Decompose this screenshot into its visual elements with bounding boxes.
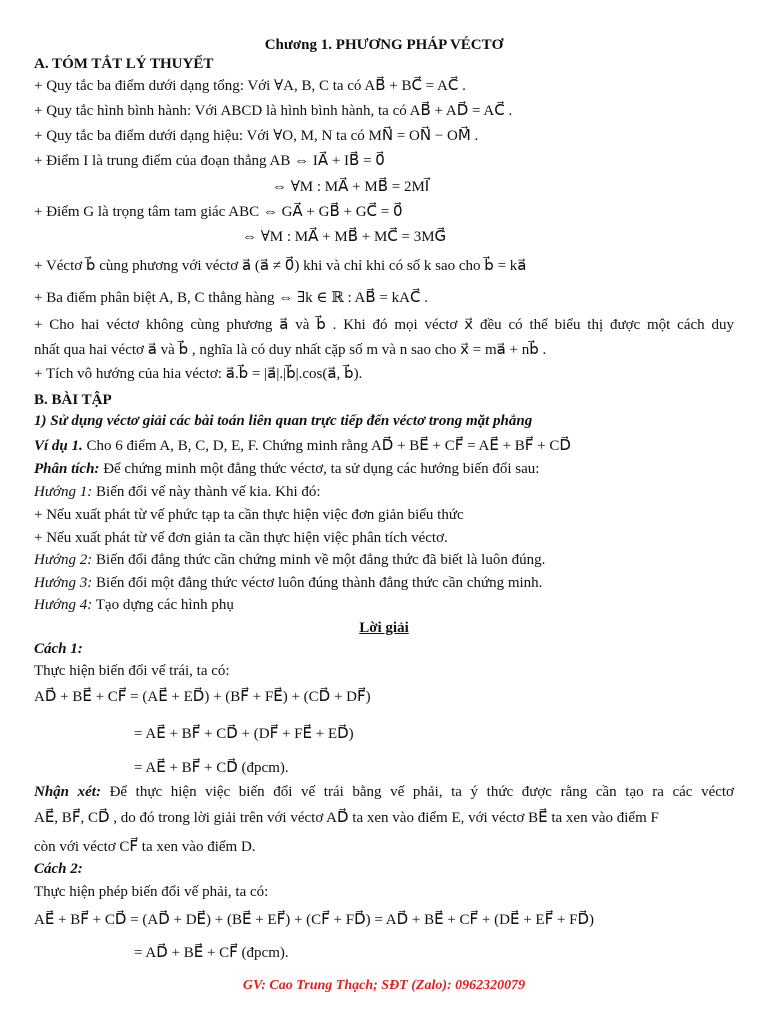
theory-line-3: + Quy tắc ba điểm dưới dạng hiệu: Với ∀O, M, N ta có MN⃗ = ON⃗ − OM⃗ . [34, 128, 479, 144]
remark-line-3: còn với véctơ CF⃗ ta xen vào điểm D. [34, 839, 256, 855]
method-1-step-2: = AE⃗ + BF⃗ + CD⃗ + (DF⃗ + FE⃗ + ED⃗) [134, 726, 354, 742]
direction-1a [34, 508, 464, 523]
direction-text: + Nếu xuất phát từ vế đơn giản ta cần thực hiện việc phân tích véctơ. [34, 530, 448, 546]
direction-label: Hướng 1: [34, 484, 93, 500]
remark-text: Để thực hiện việc biến đổi vế trái bằng vế phải, ta ý thức được rằng cần tạo ra các véctơ [100, 784, 734, 800]
direction-2 [34, 553, 545, 568]
theory-line-10: + Cho hai véctơ không cùng phương a⃗ và b⃗ . Khi đó mọi véctơ x⃗ đều có thể biểu thị được một cách duy [34, 317, 734, 333]
example-1 [34, 439, 571, 454]
method-1-step-3: = AE⃗ + BF⃗ + CD⃗ (đpcm). [134, 760, 289, 776]
direction-text: Biến đổi một đẳng thức véctơ luôn đúng thành đẳng thức cần chứng minh. [92, 575, 543, 591]
section-a-title: A. TÓM TẮT LÝ THUYẾT [34, 56, 214, 72]
direction-1 [34, 485, 321, 500]
analysis-label: Phân tích: [34, 461, 100, 477]
solution-title: Lời giải [359, 620, 409, 636]
footer-contact: GV: Cao Trung Thạch; SĐT (Zalo): 0962320079 [242, 978, 526, 993]
example-text: Cho 6 điểm A, B, C, D, E, F. Chứng minh rằng AD⃗ + BE⃗ + CF⃗ = AE⃗ + BF⃗ + CD⃗ [82, 438, 571, 454]
direction-text: + Nếu xuất phát từ vế phức tạp ta cần thực hiện việc đơn giản biểu thức [34, 507, 464, 523]
method-1-step-1: AD⃗ + BE⃗ + CF⃗ = (AE⃗ + ED⃗) + (BF⃗ + FE⃗) + (CD⃗ + DF⃗) [34, 689, 371, 705]
theory-line-1: + Quy tắc ba điểm dưới dạng tổng: Với ∀A, B, C ta có AB⃗ + BC⃗ = AC⃗ . [34, 78, 466, 94]
direction-label: Hướng 3: [34, 575, 93, 591]
method-2-step-1: AE⃗ + BF⃗ + CD⃗ = (AD⃗ + DE⃗) + (BE⃗ + EF⃗) + (CF⃗ + FD⃗) = AD⃗ + BE⃗ + CF⃗ + (DE⃗ + EF⃗ + FD⃗) [34, 912, 595, 928]
direction-4 [34, 598, 234, 613]
analysis-text: Để chứng minh một đẳng thức véctơ, ta sử dụng các hướng biến đổi sau: [99, 461, 540, 477]
remark-label: Nhận xét: [34, 784, 101, 800]
theory-line-12: + Tích vô hướng của hia véctơ: a⃗.b⃗ = |a⃗|.|b⃗|.cos(a⃗, b⃗). [34, 366, 363, 382]
example-label: Ví dụ 1. [34, 438, 83, 454]
theory-line-4: + Điểm I là trung điểm của đoạn thẳng AB ⇔ IA⃗ + IB⃗ = 0⃗ [34, 153, 385, 169]
remark-line-1 [34, 785, 734, 800]
theory-line-8: + Véctơ b⃗ cùng phương với véctơ a⃗ (a⃗ ≠ 0⃗) khi và chỉ khi có số k sao cho b⃗ = ka⃗ [34, 258, 527, 274]
method-2-intro: Thực hiện phép biến đổi vế phải, ta có: [34, 884, 269, 900]
theory-line-2: + Quy tắc hình bình hành: Với ABCD là hình bình hành, ta có AB⃗ + AD⃗ = AC⃗ . [34, 103, 513, 119]
section-b-title: B. BÀI TẬP [34, 392, 112, 408]
direction-label: Hướng 2: [34, 552, 93, 568]
method-1-intro: Thực hiện biến đổi vế trái, ta có: [34, 663, 230, 679]
method-1-label: Cách 1: [34, 641, 83, 657]
theory-line-5: ⇔ ∀M : MA⃗ + MB⃗ = 2MI⃗ [272, 179, 430, 195]
direction-label: Hướng 4: [34, 597, 93, 613]
remark-line-2: AE⃗, BF⃗, CD⃗ , do đó trong lời giải trên với véctơ AD⃗ ta xen vào điểm E, với véctơ BE⃗ ta xen vào điểm F [34, 810, 659, 826]
direction-text: Tạo dựng các hình phụ [92, 597, 234, 613]
section-b-subtitle: 1) Sử dụng véctơ giải các bài toán liên quan trực tiếp đến véctơ trong mặt phẳng [34, 413, 533, 429]
direction-1b [34, 531, 448, 546]
theory-line-9: + Ba điểm phân biệt A, B, C thẳng hàng ⇔ ∃k ∈ ℝ : AB⃗ = kAC⃗ . [34, 290, 428, 306]
theory-line-6: + Điểm G là trọng tâm tam giác ABC ⇔ GA⃗ + GB⃗ + GC⃗ = 0⃗ [34, 204, 403, 220]
analysis-line [34, 462, 539, 477]
theory-line-7: ⇔ ∀M : MA⃗ + MB⃗ + MC⃗ = 3MG⃗ [242, 229, 447, 245]
direction-text: Biến đổi đẳng thức cần chứng minh về một đẳng thức đã biết là luôn đúng. [92, 552, 546, 568]
theory-line-11: nhất qua hai véctơ a⃗ và b⃗ , nghĩa là có duy nhất cặp số m và n sao cho x⃗ = ma⃗ + nb⃗ . [34, 342, 547, 358]
direction-3 [34, 576, 542, 591]
direction-text: Biến đổi vế này thành vế kia. Khi đó: [92, 484, 321, 500]
chapter-title: Chương 1. PHƯƠNG PHÁP VÉCTƠ [264, 37, 504, 53]
method-2-label: Cách 2: [34, 861, 83, 877]
method-2-step-2: = AD⃗ + BE⃗ + CF⃗ (đpcm). [134, 945, 289, 961]
